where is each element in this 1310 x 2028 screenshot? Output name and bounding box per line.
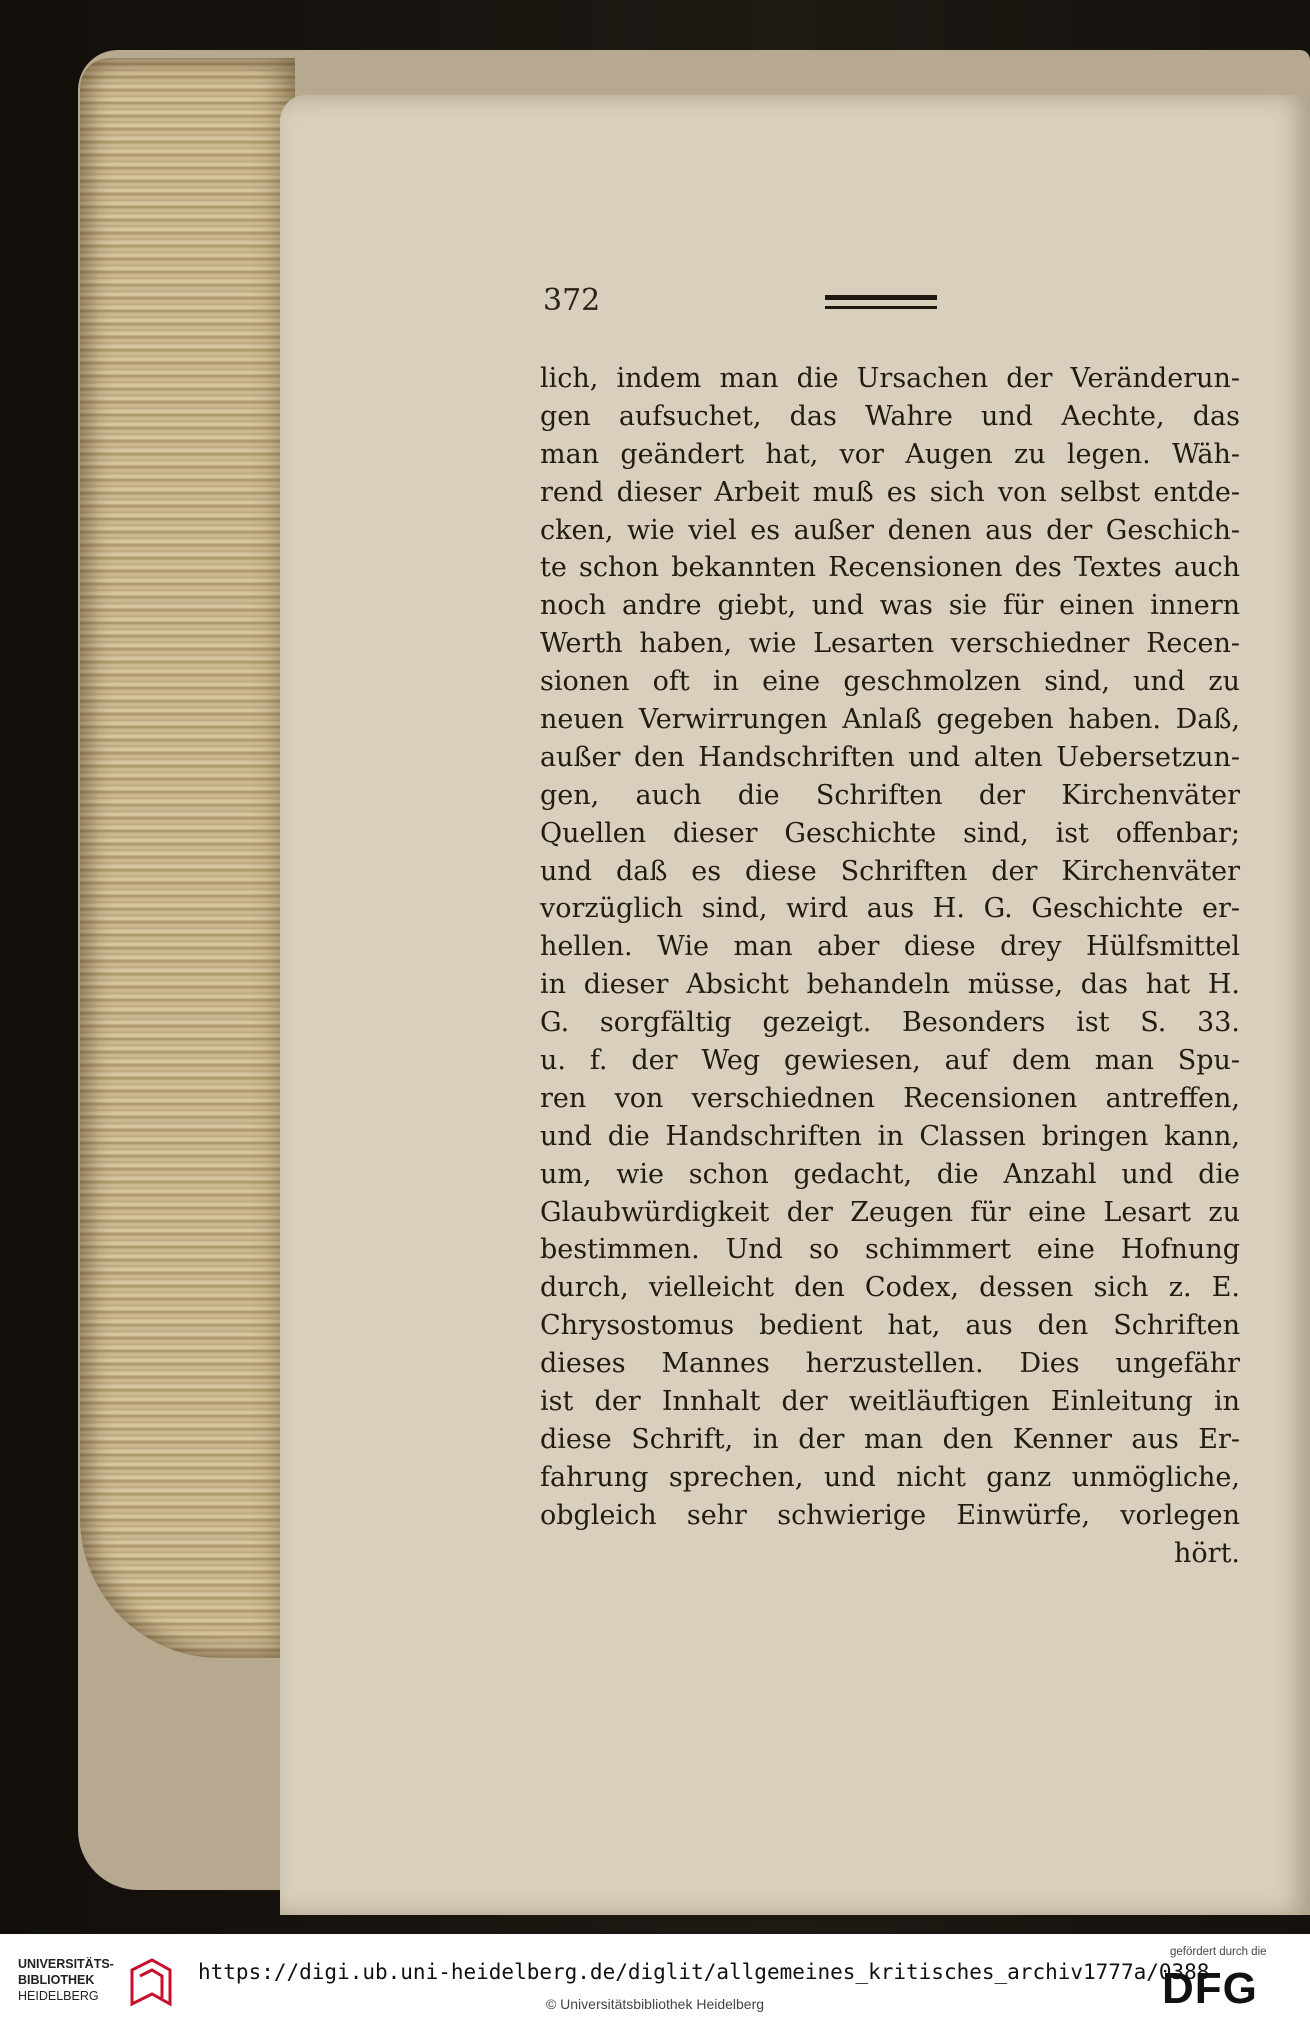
library-name-line-1: UNIVERSITÄTS-: [18, 1957, 114, 1971]
text-line: in dieser Absicht behandeln müsse, das hat H.: [540, 969, 1240, 1001]
text-line: fahrung sprechen, und nicht ganz unmögliche,: [540, 1461, 1240, 1493]
text-line: gen aufsuchet, das Wahre und Aechte, das: [540, 400, 1240, 432]
text-line: te schon bekannten Recensionen des Textes auch: [540, 552, 1240, 584]
library-name-line-3: HEIDELBERG: [18, 1989, 99, 2003]
text-line: ist der Innhalt der weitläuftigen Einleitung in: [540, 1386, 1240, 1418]
text-line: hört.: [1174, 1537, 1240, 1569]
text-line: hellen. Wie man aber diese drey Hülfsmittel: [540, 931, 1240, 963]
head-rule: [825, 295, 937, 309]
text-line: diese Schrift, in der man den Kenner aus Er-: [540, 1423, 1240, 1455]
text-line: rend dieser Arbeit muß es sich von selbst entde-: [540, 476, 1240, 508]
footer: [0, 1934, 1310, 2028]
text-line: G. sorgfältig gezeigt. Besonders ist S. 33.: [540, 1007, 1240, 1039]
text-line: durch, vielleicht den Codex, dessen sich z. E.: [540, 1272, 1240, 1304]
text-line: gen, auch die Schriften der Kirchenväter: [540, 779, 1240, 811]
text-line: Chrysostomus bedient hat, aus den Schriften: [540, 1310, 1240, 1342]
text-line: neuen Verwirrungen Anlaß gegeben haben. Daß,: [540, 704, 1240, 736]
text-line: ren von verschiednen Recensionen antreffen,: [540, 1082, 1240, 1114]
library-name-line-2: BIBLIOTHEK: [18, 1973, 95, 1987]
text-line: dieses Mannes herzustellen. Dies ungefähr: [540, 1348, 1240, 1380]
copyright-notice: © Universitätsbibliothek Heidelberg: [545, 1996, 765, 2012]
text-line: lich, indem man die Ursachen der Veränderun-: [540, 363, 1240, 394]
page-edges: [80, 58, 295, 1658]
funder-label: gefördert durch die: [1170, 1946, 1267, 1958]
page-number: 372: [543, 283, 601, 318]
text-line: cken, wie viel es außer denen aus der Geschich-: [540, 514, 1240, 546]
running-head: [543, 283, 1243, 323]
funder-block: [1162, 1946, 1292, 2020]
text-line: noch andre giebt, und was sie für einen innern: [540, 590, 1240, 622]
text-line: und daß es diese Schriften der Kirchenväter: [540, 855, 1240, 887]
text-line: sionen oft in eine geschmolzen sind, und zu: [540, 666, 1240, 698]
text-line: Werth haben, wie Lesarten verschiedner Recen-: [540, 628, 1240, 660]
text-line: und die Handschriften in Classen bringen kann,: [540, 1120, 1240, 1152]
dfg-logo-icon: DFG: [1162, 1964, 1258, 2013]
permalink-url[interactable]: https://digi.ub.uni-heidelberg.de/diglit/allgemeines_kritisches_archiv1777a/0388: [198, 1960, 1210, 1984]
text-line: man geändert hat, vor Augen zu legen. Wäh-: [540, 438, 1240, 470]
text-line: vorzüglich sind, wird aus H. G. Geschichte er-: [540, 893, 1240, 925]
text-line: u. f. der Weg gewiesen, auf dem man Spu-: [540, 1045, 1240, 1077]
text-line: Quellen dieser Geschichte sind, ist offenbar;: [540, 817, 1240, 849]
text-line: um, wie schon gedacht, die Anzahl und die: [540, 1158, 1240, 1190]
body-text: [540, 360, 1240, 1573]
text-line: Glaubwürdigkeit der Zeugen für eine Lesart zu: [540, 1196, 1240, 1228]
text-line: außer den Handschriften und alten Uebersetzun-: [540, 741, 1240, 773]
text-line: obgleich sehr schwierige Einwürfe, vorlegen: [540, 1499, 1240, 1531]
text-line: bestimmen. Und so schimmert eine Hofnung: [540, 1234, 1240, 1266]
